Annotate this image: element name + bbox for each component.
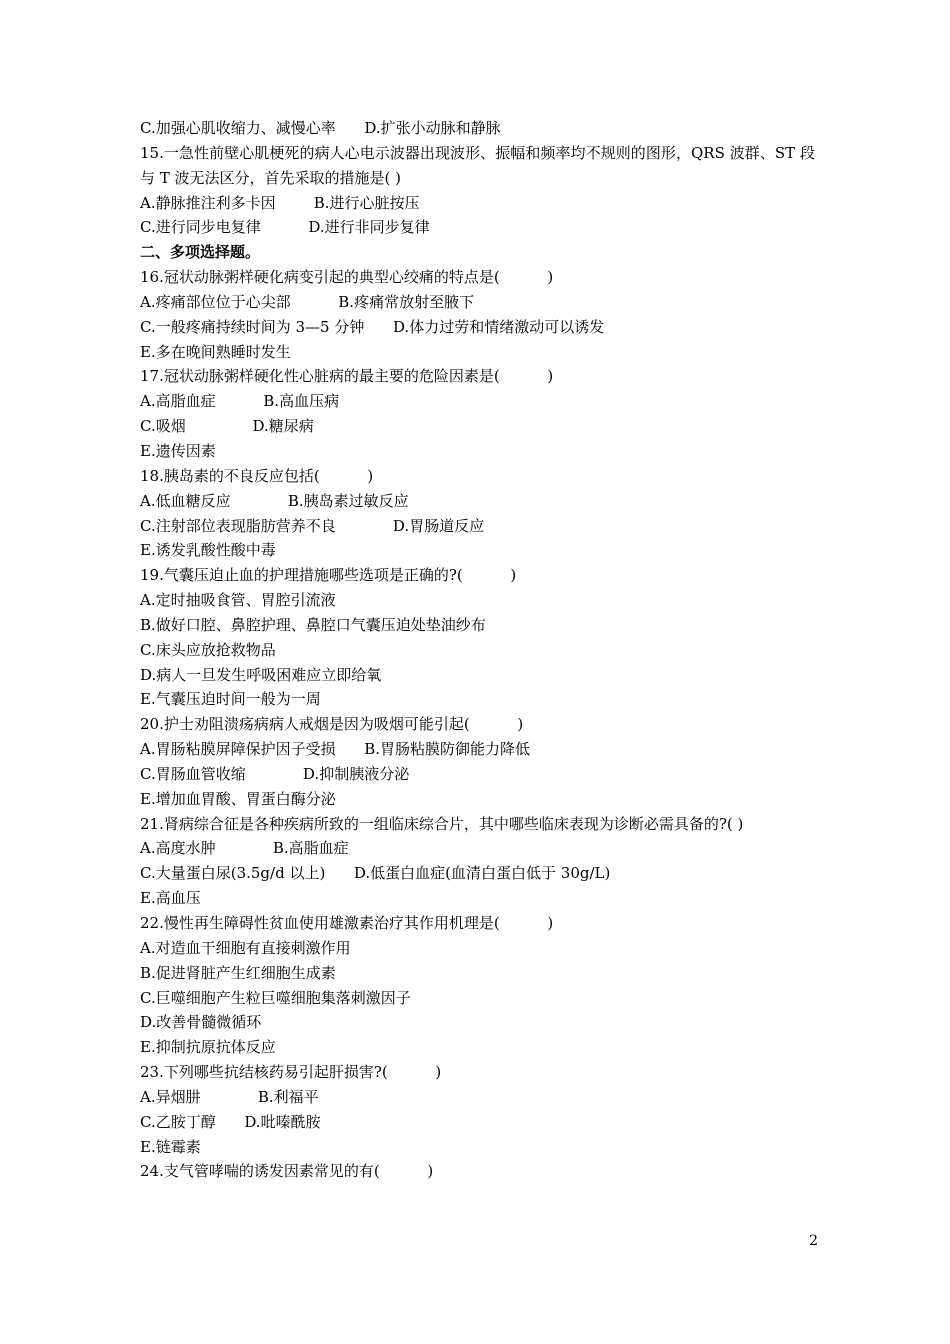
page-content [140,116,815,1184]
question-20-stem: 20.护士劝阻溃疡病病人戒烟是因为吸烟可能引起( ) [140,715,524,734]
text-line: A.异烟肼 B.利福平 [140,1087,319,1106]
text-line: E.增加血胃酸、胃蛋白酶分泌 [140,789,336,808]
question-24-stem: 24.支气管哮喘的诱发因素常见的有( ) [140,1162,434,1181]
text-line: C.巨噬细胞产生粒巨噬细胞集落刺激因子 [140,988,411,1007]
text-line: A.胃肠粘膜屏障保护因子受损 B.胃肠粘膜防御能力降低 [140,740,531,759]
text-line: B.做好口腔、鼻腔护理、鼻腔口气囊压迫处垫油纱布 [140,615,486,634]
text-line: A.低血糖反应 B.胰岛素过敏反应 [140,491,409,510]
text-line: C.乙胺丁醇 D.吡嗪酰胺 [140,1112,321,1131]
text-line: A.高脂血症 B.高血压病 [140,392,340,411]
text-line: E.多在晚间熟睡时发生 [140,342,291,361]
text-line: A.静脉推注利多卡因 B.进行心脏按压 [140,193,420,212]
text-line: C.吸烟 D.糖尿病 [140,417,314,436]
text-line: E.高血压 [140,889,201,908]
section-heading: 二、多项选择题。 [140,243,261,262]
text-line: C.加强心肌收缩力、减慢心率 D.扩张小动脉和静脉 [140,119,501,137]
question-18-stem: 18.胰岛素的不良反应包括( ) [140,466,374,485]
question-17-stem: 17.冠状动脉粥样硬化性心脏病的最主要的危险因素是( ) [140,367,554,386]
text-line: C.一般疼痛持续时间为 3—5 分钟 D.体力过劳和情绪激动可以诱发 [140,317,605,336]
question-21-stem: 21.肾病综合征是各种疾病所致的一组临床综合片，其中哪些临床表现为诊断必需具备的?( ) [140,814,744,833]
text-line: E.链霉素 [140,1137,201,1156]
text-line: E.诱发乳酸性酸中毒 [140,541,276,560]
text-line: C.床头应放抢救物品 [140,640,276,659]
page-number: 2 [809,1233,818,1249]
question-19-stem: 19.气囊压迫止血的护理措施哪些选项是正确的?( ) [140,566,517,585]
question-15-stem: 15.一急性前壁心肌梗死的病人心电示波器出现波形、振幅和频率均不规则的图形，QRS 波群、ST 段与 T 波无法区分，首先采取的措施是( ) [140,143,815,187]
question-16-stem: 16.冠状动脉粥样硬化病变引起的典型心绞痛的特点是( ) [140,268,554,287]
text-line: A.高度水肿 B.高脂血症 [140,839,349,858]
text-line: D.改善骨髓微循环 [140,1013,262,1032]
question-23-stem: 23.下列哪些抗结核药易引起肝损害?( ) [140,1063,442,1082]
question-22-stem: 22.慢性再生障碍性贫血使用雄激素治疗其作用机理是( ) [140,914,554,932]
text-line: C.胃肠血管收缩 D.抑制胰液分泌 [140,764,410,783]
text-line: C.注射部位表现脂肪营养不良 D.胃肠道反应 [140,516,485,535]
text-line: A.定时抽吸食管、胃腔引流液 [140,591,336,610]
text-line: E.气囊压迫时间一般为一周 [140,690,321,709]
text-line: C.大量蛋白尿(3.5g/d 以上) D.低蛋白血症(血清白蛋白低于 30g/L) [140,864,611,883]
text-line: B.促进肾脏产生红细胞生成素 [140,963,336,982]
text-line: A.疼痛部位位于心尖部 B.疼痛常放射至腋下 [140,292,475,311]
text-line: D.病人一旦发生呼吸困难应立即给氧 [140,665,382,684]
text-line: E.遗传因素 [140,441,216,460]
text-line: E.抑制抗原抗体反应 [140,1038,276,1057]
text-line: C.进行同步电复律 D.进行非同步复律 [140,218,430,237]
text-line: A.对造血干细胞有直接刺激作用 [140,938,351,957]
